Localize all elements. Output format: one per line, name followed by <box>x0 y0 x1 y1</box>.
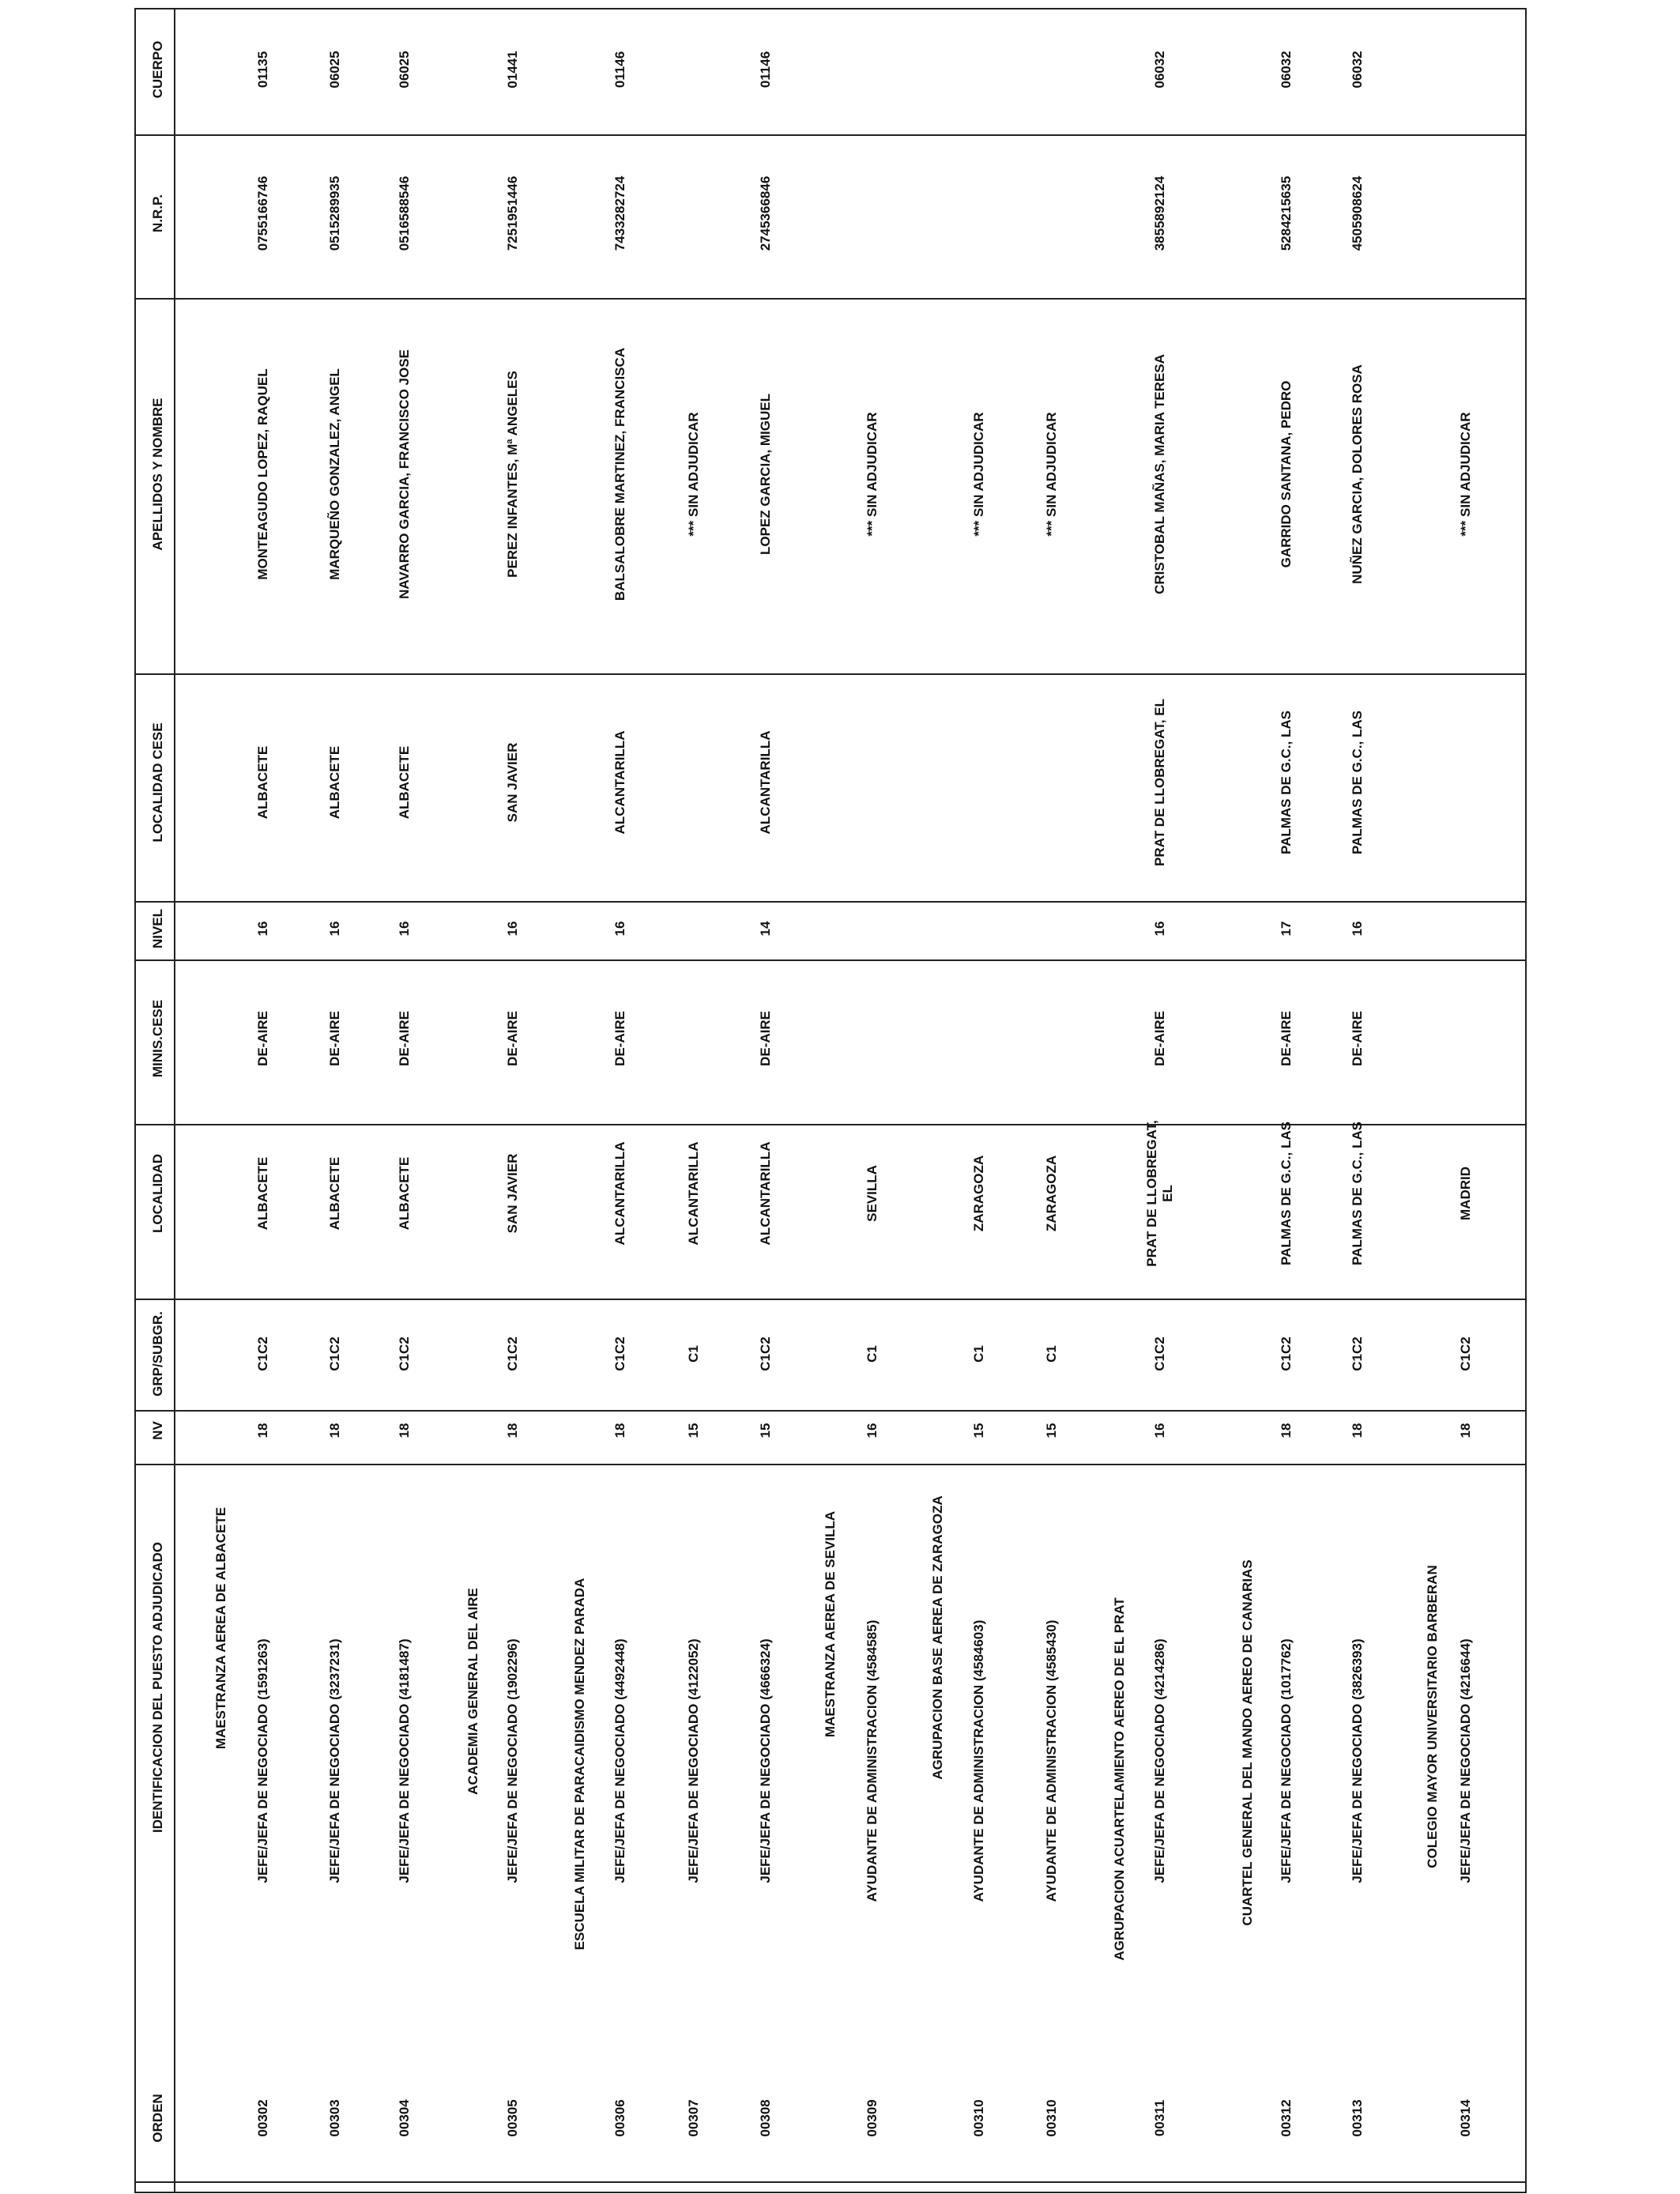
cell-localidad: ALBACETE <box>327 1156 342 1231</box>
cell-orden: 00314 <box>1458 2099 1473 2137</box>
cell-localidad-cese: PALMAS DE G.C., LAS <box>1279 711 1294 854</box>
cell-nv: 18 <box>505 1423 520 1438</box>
unit-label: ESCUELA MILITAR DE PARACAIDISMO MENDEZ PARADA <box>572 1578 587 1951</box>
cell-localidad: ALBACETE <box>255 1156 270 1231</box>
cell-orden: 00308 <box>758 2099 773 2137</box>
cell-orden: 00303 <box>327 2099 342 2137</box>
column-divider <box>136 1464 1525 1465</box>
cell-apellidos-nombre: BALSALOBRE MARTINEZ, FRANCISCA <box>612 347 627 601</box>
cell-localidad: PRAT DE LLOBREGAT, EL <box>1144 1120 1175 1267</box>
cell-puesto: AYUDANTE DE ADMINISTRACION (4585430) <box>1044 1619 1059 1902</box>
cell-orden: 00307 <box>686 2099 701 2137</box>
cell-nv: 15 <box>686 1423 701 1438</box>
cell-orden: 00310 <box>1044 2099 1059 2137</box>
cell-minis-cese: DE-AIRE <box>612 1011 627 1066</box>
column-divider <box>136 134 1525 136</box>
column-divider <box>136 298 1525 300</box>
cell-cuerpo: 01146 <box>758 51 773 89</box>
cell-cuerpo: 01441 <box>505 51 520 89</box>
cell-orden: 00311 <box>1152 2099 1167 2137</box>
cell-puesto: JEFE/JEFA DE NEGOCIADO (1591263) <box>255 1638 270 1883</box>
cell-nivel: 14 <box>758 921 773 937</box>
cell-nivel: 17 <box>1279 921 1294 937</box>
rotated-table <box>134 8 1527 2193</box>
unit-label: ACADEMIA GENERAL DEL AIRE <box>465 1588 480 1795</box>
column-divider <box>136 673 1525 675</box>
cell-nivel: 16 <box>1152 921 1167 937</box>
cell-nv: 16 <box>864 1423 880 1438</box>
cell-localidad: ALCANTARILLA <box>686 1141 701 1246</box>
cell-localidad-cese: PALMAS DE G.C., LAS <box>1350 711 1365 854</box>
header-apellidos: APELLIDOS Y NOMBRE <box>150 398 165 551</box>
cell-apellidos-nombre: PEREZ INFANTES, Mª ANGELES <box>505 371 520 578</box>
cell-grp: C1C2 <box>327 1336 342 1371</box>
unit-label: MAESTRANZA AEREA DE SEVILLA <box>823 1510 838 1738</box>
cell-localidad-cese: ALBACETE <box>397 745 412 820</box>
unit-label: AGRUPACION ACUARTELAMIENTO AEREO DE EL PRAT <box>1112 1597 1127 1961</box>
cell-nrp: 7433282724 <box>612 175 627 251</box>
cell-nivel: 16 <box>612 921 627 937</box>
cell-nv: 18 <box>1458 1423 1473 1438</box>
cell-cuerpo: 06032 <box>1350 51 1365 89</box>
column-divider <box>136 959 1525 961</box>
cell-apellidos-nombre: MARQUEÑO GONZALEZ, ANGEL <box>327 368 342 580</box>
cell-puesto: JEFE/JEFA DE NEGOCIADO (4181487) <box>397 1638 412 1883</box>
cell-nivel: 16 <box>397 921 412 937</box>
cell-cuerpo: 06025 <box>327 51 342 89</box>
cell-minis-cese: DE-AIRE <box>397 1011 412 1066</box>
cell-puesto: JEFE/JEFA DE NEGOCIADO (4216644) <box>1458 1638 1473 1883</box>
cell-cuerpo: 06025 <box>397 51 412 89</box>
cell-localidad-cese: ALBACETE <box>255 745 270 820</box>
header-minis-cese: MINIS.CESE <box>150 999 165 1078</box>
cell-grp: C1 <box>1044 1345 1059 1363</box>
cell-orden: 00306 <box>612 2099 627 2137</box>
column-divider <box>136 1410 1525 1412</box>
cell-orden: 00313 <box>1350 2099 1365 2137</box>
cell-cuerpo: 01135 <box>255 51 270 89</box>
cell-localidad-cese: SAN JAVIER <box>505 742 520 823</box>
cell-grp: C1C2 <box>505 1336 520 1371</box>
column-divider <box>136 2181 1525 2183</box>
cell-localidad: ALCANTARILLA <box>758 1141 773 1246</box>
cell-nv: 18 <box>327 1423 342 1438</box>
cell-apellidos-nombre: LOPEZ GARCIA, MIGUEL <box>758 394 773 555</box>
cell-orden: 00312 <box>1279 2099 1294 2137</box>
cell-localidad-cese: ALCANTARILLA <box>612 730 627 835</box>
cell-nrp: 7251951446 <box>505 175 520 251</box>
cell-nv: 15 <box>758 1423 773 1438</box>
cell-nrp: 0755166746 <box>255 175 270 251</box>
cell-localidad: ALBACETE <box>397 1156 412 1231</box>
header-cuerpo: CUERPO <box>150 40 165 99</box>
cell-localidad-cese: ALBACETE <box>327 745 342 820</box>
cell-nv: 15 <box>1044 1423 1059 1438</box>
cell-localidad: ZARAGOZA <box>971 1155 986 1232</box>
cell-grp: C1C2 <box>1152 1336 1167 1371</box>
header-localidad-cese: LOCALIDAD CESE <box>150 722 165 843</box>
unit-label: MAESTRANZA AEREA DE ALBACETE <box>213 1506 228 1750</box>
cell-minis-cese: DE-AIRE <box>505 1011 520 1066</box>
cell-localidad: ZARAGOZA <box>1044 1155 1059 1232</box>
cell-sin-adjudicar: *** SIN ADJUDICAR <box>686 412 701 537</box>
cell-orden: 00309 <box>864 2099 880 2137</box>
cell-grp: C1C2 <box>1350 1336 1365 1371</box>
cell-nv: 18 <box>612 1423 627 1438</box>
cell-nivel: 16 <box>255 921 270 937</box>
cell-puesto: AYUDANTE DE ADMINISTRACION (4584603) <box>971 1619 986 1902</box>
unit-label: COLEGIO MAYOR UNIVERSITARIO BARBERAN <box>1425 1565 1440 1868</box>
header-nivel: NIVEL <box>150 908 165 949</box>
cell-puesto: JEFE/JEFA DE NEGOCIADO (1017762) <box>1279 1638 1294 1883</box>
cell-localidad: ALCANTARILLA <box>612 1141 627 1246</box>
cell-nv: 18 <box>1350 1423 1365 1438</box>
cell-orden: 00304 <box>397 2099 412 2137</box>
cell-nrp: 0516588546 <box>397 175 412 251</box>
cell-minis-cese: DE-AIRE <box>327 1011 342 1066</box>
cell-sin-adjudicar: *** SIN ADJUDICAR <box>1458 412 1473 537</box>
cell-cuerpo: 06032 <box>1152 51 1167 89</box>
cell-localidad: PALMAS DE G.C., LAS <box>1279 1122 1294 1265</box>
cell-nivel: 16 <box>327 921 342 937</box>
header-divider <box>174 9 175 2192</box>
column-divider <box>136 1124 1525 1125</box>
cell-nv: 15 <box>971 1423 986 1438</box>
cell-orden: 00302 <box>255 2099 270 2137</box>
cell-apellidos-nombre: NUÑEZ GARCIA, DOLORES ROSA <box>1350 364 1365 584</box>
unit-label: CUARTEL GENERAL DEL MANDO AEREO DE CANARIAS <box>1240 1559 1255 1926</box>
cell-grp: C1 <box>971 1345 986 1363</box>
cell-minis-cese: DE-AIRE <box>1350 1011 1365 1066</box>
column-divider <box>136 1299 1525 1300</box>
cell-localidad-cese: ALCANTARILLA <box>758 730 773 835</box>
cell-nivel: 16 <box>505 921 520 937</box>
cell-puesto: JEFE/JEFA DE NEGOCIADO (4492448) <box>612 1638 627 1883</box>
cell-nrp: 2745366846 <box>758 175 773 251</box>
header-orden: ORDEN <box>150 2094 165 2143</box>
cell-cuerpo: 06032 <box>1279 51 1294 89</box>
cell-puesto: JEFE/JEFA DE NEGOCIADO (3237231) <box>327 1638 342 1883</box>
unit-label: AGRUPACION BASE AEREA DE ZARAGOZA <box>930 1495 945 1780</box>
cell-localidad-cese: PRAT DE LLOBREGAT, EL <box>1152 699 1167 866</box>
cell-grp: C1 <box>686 1345 701 1363</box>
cell-apellidos-nombre: MONTEAGUDO LOPEZ, RAQUEL <box>255 368 270 580</box>
header-localidad: LOCALIDAD <box>150 1153 165 1234</box>
cell-nv: 18 <box>397 1423 412 1438</box>
cell-nrp: 5284215635 <box>1279 175 1294 251</box>
cell-orden: 00305 <box>505 2099 520 2137</box>
cell-nv: 18 <box>1279 1423 1294 1438</box>
cell-puesto: AYUDANTE DE ADMINISTRACION (4584585) <box>864 1619 880 1902</box>
cell-nivel: 16 <box>1350 921 1365 937</box>
cell-puesto: JEFE/JEFA DE NEGOCIADO (4666324) <box>758 1638 773 1883</box>
cell-sin-adjudicar: *** SIN ADJUDICAR <box>971 412 986 537</box>
header-nrp: N.R.P. <box>150 194 165 232</box>
cell-apellidos-nombre: CRISTOBAL MAÑAS, MARIA TERESA <box>1152 354 1167 594</box>
cell-localidad: SEVILLA <box>864 1165 880 1222</box>
cell-minis-cese: DE-AIRE <box>1152 1011 1167 1066</box>
cell-puesto: JEFE/JEFA DE NEGOCIADO (1902296) <box>505 1638 520 1883</box>
cell-grp: C1C2 <box>1458 1336 1473 1371</box>
cell-minis-cese: DE-AIRE <box>1279 1011 1294 1066</box>
cell-puesto: JEFE/JEFA DE NEGOCIADO (4122052) <box>686 1638 701 1883</box>
cell-nv: 18 <box>255 1423 270 1438</box>
cell-puesto: JEFE/JEFA DE NEGOCIADO (3826393) <box>1350 1638 1365 1883</box>
cell-puesto: JEFE/JEFA DE NEGOCIADO (4214286) <box>1152 1638 1167 1883</box>
cell-grp: C1C2 <box>758 1336 773 1371</box>
cell-orden: 00310 <box>971 2099 986 2137</box>
header-nv: NV <box>150 1421 165 1440</box>
cell-apellidos-nombre: NAVARRO GARCIA, FRANCISCO JOSE <box>397 349 412 599</box>
cell-minis-cese: DE-AIRE <box>758 1011 773 1066</box>
cell-nrp: 3855892124 <box>1152 175 1167 251</box>
cell-localidad: MADRID <box>1458 1167 1473 1220</box>
cell-grp: C1C2 <box>1279 1336 1294 1371</box>
cell-grp: C1C2 <box>397 1336 412 1371</box>
cell-localidad: SAN JAVIER <box>505 1153 520 1234</box>
cell-apellidos-nombre: GARRIDO SANTANA, PEDRO <box>1279 380 1294 568</box>
header-identificacion: IDENTIFICACION DEL PUESTO ADJUDICADO <box>150 1541 165 1834</box>
header-grp: GRP/SUBGR. <box>150 1311 165 1397</box>
cell-localidad: PALMAS DE G.C., LAS <box>1350 1122 1365 1265</box>
cell-minis-cese: DE-AIRE <box>255 1011 270 1066</box>
cell-cuerpo: 01146 <box>612 51 627 89</box>
cell-grp: C1 <box>864 1345 880 1363</box>
cell-grp: C1C2 <box>255 1336 270 1371</box>
cell-sin-adjudicar: *** SIN ADJUDICAR <box>864 412 880 537</box>
column-divider <box>136 901 1525 903</box>
cell-grp: C1C2 <box>612 1336 627 1371</box>
cell-nrp: 0515289935 <box>327 175 342 251</box>
cell-nrp: 4505908624 <box>1350 175 1365 251</box>
cell-sin-adjudicar: *** SIN ADJUDICAR <box>1044 412 1059 537</box>
cell-nv: 16 <box>1152 1423 1167 1438</box>
